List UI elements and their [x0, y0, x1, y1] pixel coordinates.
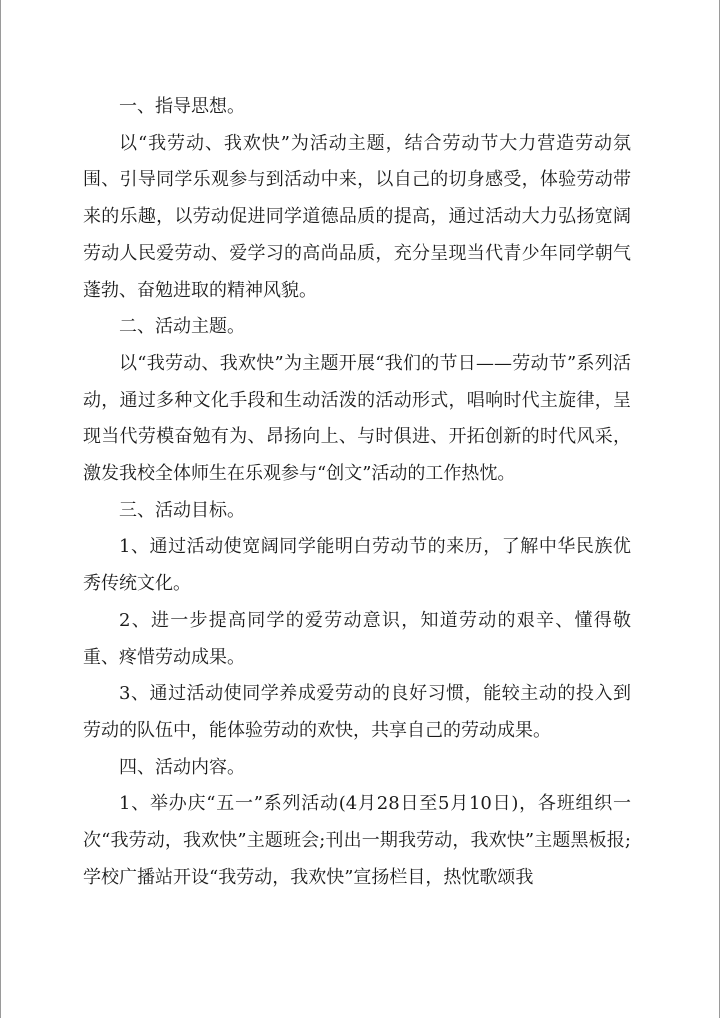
goal-item-1: 1、通过活动使宽阔同学能明白劳动节的来历，了解中华民族优秀传统文化。	[83, 536, 631, 595]
paragraph-guiding-ideology: 以“我劳动、我欢快”为活动主题，结合劳动节大力营造劳动氛围、引导同学乐观参与到活动中来，以自己的切身感受，体验劳动带来的乐趣，以劳动促进同学道德品质的提高，通过活动大力弘扬宽阔劳动人民爱劳动、爱学习的高尚品质，充分呈现当代青少年同学朝气蓬勃、奋勉进取的精神风貌。	[83, 132, 631, 301]
section-heading-activity-goals: 三、活动目标。	[119, 499, 245, 521]
content-item-1: 1、举办庆“五一”系列活动(4月28日至5月10日)，各班组织一次“我劳动，我欢快”主题班会;刊出一期我劳动，我欢快”主题黑板报;学校广播站开设“我劳动，我欢快”宣扬栏目，热忱歌颂我	[83, 793, 631, 888]
goal-item-2: 2、进一步提高同学的爱劳动意识，知道劳动的艰辛、懂得敬重、疼惜劳动成果。	[83, 609, 631, 668]
document-body	[83, 89, 631, 896]
section-heading-activity-theme: 二、活动主题。	[119, 316, 245, 338]
paragraph-activity-theme: 以“我劳动、我欢快”为主题开展“我们的节日——劳动节”系列活动，通过多种文化手段和生动活泼的活动形式，唱响时代主旋律，呈现当代劳模奋勉有为、昂扬向上、与时俱进、开拓创新的时代风采，激发我校全体师生在乐观参与“创文”活动的工作热忱。	[83, 352, 631, 485]
section-heading-activity-content: 四、活动内容。	[119, 756, 245, 778]
section-heading-guiding-ideology: 一、指导思想。	[119, 96, 245, 117]
goal-item-3: 3、通过活动使同学养成爱劳动的良好习惯，能较主动的投入到劳动的队伍中，能体验劳动的欢快，共享自己的劳动成果。	[83, 683, 631, 741]
